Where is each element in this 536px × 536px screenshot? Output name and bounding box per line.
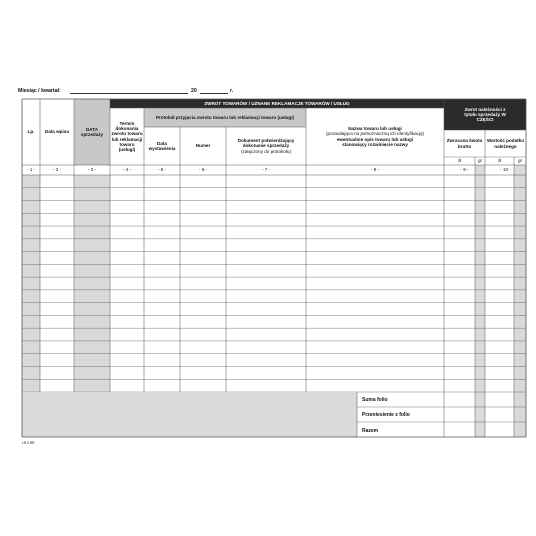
form-code: LR-3 RR: [22, 441, 35, 445]
col-number-8: - 8 -: [370, 167, 380, 173]
header-nazwa: Nazwa towaru lub usługi: [348, 125, 402, 131]
year-prefix: 20: [191, 88, 197, 94]
header-data-sprzedazy: DATA sprzedaży: [80, 126, 104, 137]
col-number-6: - 6 -: [198, 167, 208, 173]
col-number-4: - 4 -: [122, 167, 132, 173]
header-termin: Termin dokonania zwrotu towaru lub reklamacji towaru (usługi): [111, 120, 143, 153]
header-protokol: Protokół przyjęcia zwrotu towaru lub reklamacji towaru (usługi): [155, 114, 295, 120]
header-numer: Numer: [195, 143, 211, 149]
footer-razem: Razem: [362, 428, 379, 434]
col-number-7: - 7 -: [261, 167, 271, 173]
col-number-10: - 10 -: [500, 167, 511, 173]
header-section-title: ZWROT TOWARÓW / UZNANE REKLAMACJE TOWARÓW / USŁUG: [204, 100, 350, 106]
header-dokument: Dokument potwierdzający dokonanie sprzedaży: [237, 138, 295, 149]
year-suffix: r.: [230, 88, 234, 94]
header-nazwa-block: [306, 108, 444, 165]
header-brutto-zl: zł: [457, 158, 462, 164]
col-number-1: - 1 -: [26, 167, 36, 173]
header-vat: Wartość podatku należnego: [486, 138, 525, 149]
header-nazwa-extra: ewentualnie opis towaru lub usługi stanowiący rozwinięcie nazwy: [336, 136, 414, 147]
col-number-9: - 9 -: [460, 167, 469, 173]
header-lp: Lp.: [27, 129, 35, 135]
header-zwrot-title: Zwrot należności z tytułu sprzedaży W CZĘŚCI: [464, 106, 506, 123]
footer-suma-folio: Suma folio: [362, 397, 388, 403]
header-brutto: Zwracana kwota brutto: [446, 138, 483, 149]
header-dokument-block: [226, 127, 306, 165]
period-label: Miesiąc / kwartał:: [18, 88, 61, 94]
header-dokument-note: (załączony do protokołu): [240, 148, 292, 154]
header-brutto-gr: gr: [477, 158, 483, 164]
header-vat-gr: gr: [517, 158, 523, 164]
col-number-5: - 5 -: [157, 167, 167, 173]
header-data-wpisu: Data wpisu: [44, 129, 70, 135]
header-nazwa-note: (pozwalająca na jednoznaczną ich identyfikację): [325, 131, 425, 136]
footer-przeniesienie: Przeniesienie z folio: [362, 412, 410, 418]
header-data-wyst: Data wystawienia: [148, 140, 176, 151]
col-number-3: - 3 -: [87, 167, 97, 173]
header-vat-zl: zł: [497, 158, 502, 164]
col-number-2: - 2 -: [52, 167, 62, 173]
